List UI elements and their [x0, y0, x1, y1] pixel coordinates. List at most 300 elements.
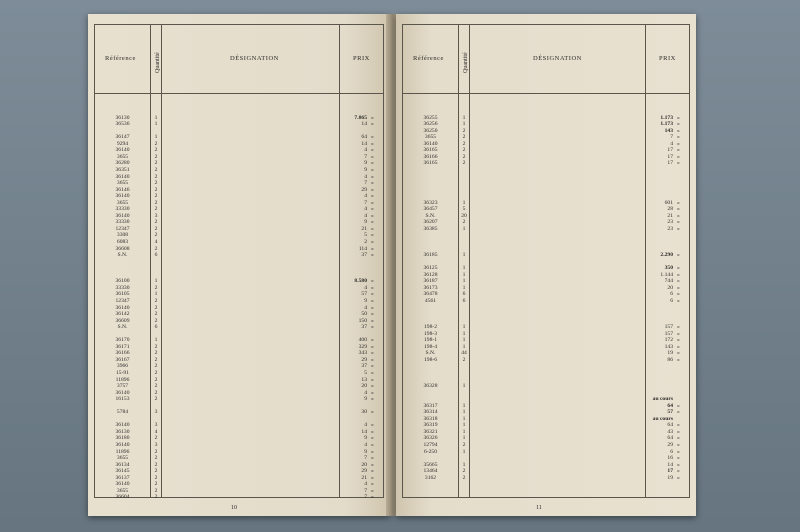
- part-price-unit: »: [371, 297, 374, 304]
- part-quantity: 2: [462, 356, 466, 363]
- part-quantity: 1: [462, 415, 466, 422]
- part-quantity: 2: [154, 173, 158, 180]
- part-price: 23: [667, 225, 673, 232]
- part-price-unit: »: [677, 127, 680, 134]
- part-quantity: 2: [154, 356, 158, 363]
- right-page: [396, 14, 696, 516]
- part-price-unit: »: [371, 219, 374, 226]
- part-quantity: 2: [462, 140, 466, 147]
- part-price-unit: »: [677, 297, 680, 304]
- part-quantity: 3: [154, 409, 158, 416]
- part-price-unit: »: [677, 291, 680, 298]
- part-price-unit: »: [371, 487, 374, 494]
- part-price-unit: »: [677, 343, 680, 350]
- part-reference: 36314: [423, 409, 438, 416]
- part-price: 17: [667, 147, 673, 154]
- part-reference: 36105: [115, 291, 130, 298]
- part-price: 37: [361, 252, 367, 259]
- part-price-unit: »: [371, 448, 374, 455]
- part-reference: 198-6: [423, 356, 438, 363]
- part-quantity: 2: [154, 455, 158, 462]
- part-quantity: 2: [154, 199, 158, 206]
- part-reference: 36134: [115, 461, 130, 468]
- part-quantity: 1: [462, 448, 466, 455]
- part-price: 29: [361, 356, 367, 363]
- part-reference: 35665: [423, 461, 438, 468]
- part-price: 9: [364, 448, 367, 455]
- part-price: 343: [358, 350, 367, 357]
- part-price: 4: [670, 140, 673, 147]
- part-reference: 36328: [423, 383, 438, 390]
- part-reference: 36140: [115, 173, 130, 180]
- part-quantity: 2: [154, 180, 158, 187]
- part-price: 21: [361, 474, 367, 481]
- part-price-unit: »: [371, 206, 374, 213]
- part-price-unit: »: [371, 461, 374, 468]
- part-reference: S.N.: [425, 350, 436, 357]
- part-quantity: 6: [154, 324, 158, 331]
- part-quantity: 2: [154, 219, 158, 226]
- part-price: 4: [364, 441, 367, 448]
- part-price: 7: [364, 153, 367, 160]
- part-quantity: 1: [462, 330, 466, 337]
- part-reference: 33330: [115, 284, 130, 291]
- part-reference: 12347: [115, 297, 130, 304]
- part-price-unit: »: [371, 369, 374, 376]
- part-price-unit: »: [677, 225, 680, 232]
- part-quantity: 1: [154, 337, 158, 344]
- part-reference: 11896: [115, 376, 130, 383]
- part-reference: 36351: [115, 167, 130, 174]
- part-price-unit: »: [677, 147, 680, 154]
- part-quantity: 2: [154, 389, 158, 396]
- part-reference: 12347: [115, 225, 130, 232]
- part-price-unit: »: [677, 278, 680, 285]
- part-quantity: 2: [154, 376, 158, 383]
- part-price-unit: »: [677, 402, 680, 409]
- part-price: 4: [364, 147, 367, 154]
- part-price-unit: »: [677, 140, 680, 147]
- part-price-unit: »: [371, 245, 374, 252]
- part-quantity: 44: [461, 350, 467, 357]
- part-quantity: 1: [154, 134, 158, 141]
- part-price: 4: [364, 304, 367, 311]
- part-quantity: 2: [154, 448, 158, 455]
- part-price: 329: [358, 343, 367, 350]
- part-quantity: 2: [154, 461, 158, 468]
- part-price: 6: [670, 448, 673, 455]
- part-price: 9: [364, 160, 367, 167]
- part-price: 29: [667, 441, 673, 448]
- part-price: 4: [364, 206, 367, 213]
- part-quantity: 1: [462, 114, 466, 121]
- part-price-unit: »: [371, 180, 374, 187]
- part-price-unit: »: [677, 435, 680, 442]
- part-reference: 198-1: [423, 337, 438, 344]
- part-reference: 36207: [423, 219, 438, 226]
- part-price: 64: [361, 134, 367, 141]
- part-price-unit: »: [371, 468, 374, 475]
- part-price-unit: »: [677, 121, 680, 128]
- part-reference: 36185: [423, 252, 438, 259]
- part-quantity: 2: [154, 245, 158, 252]
- part-quantity: 4: [154, 239, 158, 246]
- part-price-unit: »: [371, 160, 374, 167]
- part-reference: 36536: [115, 121, 130, 128]
- part-reference: 36128: [423, 271, 438, 278]
- part-price: 9: [364, 167, 367, 174]
- part-quantity: 2: [462, 127, 466, 134]
- part-price: 13: [361, 376, 367, 383]
- part-price-unit: »: [371, 147, 374, 154]
- part-quantity: 3: [154, 422, 158, 429]
- part-quantity: 5: [462, 206, 466, 213]
- part-price-unit: »: [371, 153, 374, 160]
- part-price-unit: »: [371, 114, 374, 121]
- part-price: 143: [664, 127, 673, 134]
- part-price: 350: [664, 265, 673, 272]
- part-reference: 36317: [423, 402, 438, 409]
- part-reference: 36140: [115, 212, 130, 219]
- part-quantity: 2: [154, 350, 158, 357]
- part-price-unit: »: [371, 350, 374, 357]
- part-quantity: 2: [154, 232, 158, 239]
- header-reference: Référence: [413, 55, 444, 62]
- part-quantity: 2: [154, 167, 158, 174]
- part-price-unit: »: [371, 278, 374, 285]
- header-prix: PRIX: [353, 55, 370, 62]
- part-price: 20: [361, 383, 367, 390]
- part-quantity: 2: [462, 153, 466, 160]
- part-price-unit: »: [677, 160, 680, 167]
- part-reference: 13464: [423, 468, 438, 475]
- right-page-number: 11: [536, 505, 542, 511]
- part-reference: S.N.: [425, 212, 436, 219]
- part-price: 7.865: [354, 114, 367, 121]
- part-price-unit: »: [371, 121, 374, 128]
- part-price-unit: »: [371, 140, 374, 147]
- part-price-unit: »: [677, 337, 680, 344]
- part-reference: 36171: [115, 343, 130, 350]
- part-price-unit: »: [677, 212, 680, 219]
- part-price: 1.173: [660, 114, 673, 121]
- part-quantity: 2: [154, 193, 158, 200]
- part-reference: 15-91: [115, 369, 130, 376]
- part-quantity: 20: [461, 212, 467, 219]
- part-price-unit: »: [371, 494, 374, 501]
- part-reference: 36170: [115, 337, 130, 344]
- part-price: 150: [358, 317, 367, 324]
- part-reference: 12794: [423, 441, 438, 448]
- part-reference: 36457: [423, 206, 438, 213]
- part-price-unit: »: [371, 317, 374, 324]
- part-price: 5: [364, 232, 367, 239]
- part-reference: 3655: [424, 134, 437, 141]
- part-quantity: 2: [154, 369, 158, 376]
- part-reference: 36256: [423, 121, 438, 128]
- part-price: 4: [364, 389, 367, 396]
- part-reference: 3966: [116, 363, 129, 370]
- header-quantite: Quantité: [155, 52, 161, 73]
- part-reference: 3655: [116, 153, 129, 160]
- part-price-unit: »: [677, 199, 680, 206]
- part-price: au cours: [652, 396, 673, 403]
- part-quantity: 2: [154, 297, 158, 304]
- part-reference: 36187: [423, 278, 438, 285]
- right-rows: [403, 95, 689, 497]
- part-price: 143: [664, 343, 673, 350]
- part-quantity: 4: [154, 428, 158, 435]
- part-quantity: 1: [154, 291, 158, 298]
- part-quantity: 1: [154, 121, 158, 128]
- part-price-unit: »: [677, 448, 680, 455]
- part-price: 29: [361, 468, 367, 475]
- part-price-unit: »: [371, 239, 374, 246]
- part-price-unit: »: [371, 474, 374, 481]
- part-price-unit: »: [371, 232, 374, 239]
- part-reference: 36165: [423, 147, 438, 154]
- part-price: 14: [361, 121, 367, 128]
- part-quantity: 6: [154, 252, 158, 259]
- part-price-unit: »: [371, 428, 374, 435]
- part-price: 4: [364, 422, 367, 429]
- part-quantity: 3: [154, 441, 158, 448]
- part-reference: 36167: [115, 356, 130, 363]
- part-price: 57: [667, 409, 673, 416]
- part-reference: 3655: [116, 455, 129, 462]
- part-quantity: 2: [154, 186, 158, 193]
- part-quantity: 2: [154, 481, 158, 488]
- part-price: 4: [364, 212, 367, 219]
- part-price-unit: »: [371, 422, 374, 429]
- part-price: 37: [361, 363, 367, 370]
- right-parts-table: [402, 24, 690, 498]
- part-price: 7: [364, 180, 367, 187]
- part-price-unit: »: [677, 265, 680, 272]
- part-price-unit: »: [371, 291, 374, 298]
- part-quantity: 1: [462, 284, 466, 291]
- part-reference: 3757: [116, 383, 129, 390]
- part-quantity: 2: [154, 487, 158, 494]
- part-quantity: 1: [462, 199, 466, 206]
- part-price: 157: [664, 330, 673, 337]
- part-price-unit: »: [677, 271, 680, 278]
- part-quantity: 2: [154, 284, 158, 291]
- part-quantity: 2: [154, 140, 158, 147]
- part-reference: 36140: [115, 422, 130, 429]
- part-price: 7: [364, 487, 367, 494]
- part-reference: 198-3: [423, 330, 438, 337]
- part-reference: 36323: [423, 199, 438, 206]
- part-quantity: 2: [154, 153, 158, 160]
- part-price-unit: »: [371, 304, 374, 311]
- part-quantity: 2: [154, 396, 158, 403]
- part-price-unit: »: [677, 409, 680, 416]
- part-price: 64: [667, 422, 673, 429]
- part-price: 14: [361, 140, 367, 147]
- part-price-unit: »: [371, 134, 374, 141]
- part-price: 7: [364, 494, 367, 501]
- part-quantity: 1: [462, 121, 466, 128]
- part-price: 4: [364, 284, 367, 291]
- header-designation: DÉSIGNATION: [533, 55, 582, 62]
- part-price: 64: [667, 435, 673, 442]
- part-price: 8.580: [354, 278, 367, 285]
- part-price-unit: »: [371, 481, 374, 488]
- part-quantity: 1: [462, 402, 466, 409]
- part-quantity: 2: [154, 304, 158, 311]
- part-price-unit: »: [371, 212, 374, 219]
- part-price-unit: »: [677, 252, 680, 259]
- part-price: 28: [667, 206, 673, 213]
- part-price: 19: [667, 474, 673, 481]
- part-quantity: 2: [154, 160, 158, 167]
- part-quantity: 2: [154, 383, 158, 390]
- part-quantity: 1: [462, 409, 466, 416]
- part-price-unit: »: [371, 284, 374, 291]
- part-price-unit: »: [371, 356, 374, 363]
- part-reference: 36478: [423, 291, 438, 298]
- part-quantity: 2: [154, 343, 158, 350]
- part-reference: 6-250: [423, 448, 438, 455]
- part-quantity: 1: [462, 271, 466, 278]
- part-price: 17: [667, 160, 673, 167]
- header-prix: PRIX: [659, 55, 676, 62]
- part-reference: 36140: [115, 481, 130, 488]
- part-quantity: 1: [462, 461, 466, 468]
- part-price-unit: »: [371, 199, 374, 206]
- part-price-unit: »: [371, 396, 374, 403]
- part-price: 64: [667, 402, 673, 409]
- part-price-unit: »: [371, 167, 374, 174]
- part-price: 20: [361, 461, 367, 468]
- left-page-number: 10: [231, 505, 237, 511]
- part-price: au cours: [652, 415, 673, 422]
- part-price: 2: [364, 239, 367, 246]
- part-price-unit: »: [371, 343, 374, 350]
- part-price: 21: [361, 225, 367, 232]
- part-price-unit: »: [677, 422, 680, 429]
- part-quantity: 3: [154, 212, 158, 219]
- part-quantity: 2: [154, 363, 158, 370]
- part-price-unit: »: [371, 324, 374, 331]
- part-price: 86: [667, 356, 673, 363]
- part-price: 172: [664, 337, 673, 344]
- part-reference: 16153: [115, 396, 130, 403]
- part-price-unit: »: [677, 356, 680, 363]
- part-price: 19: [667, 350, 673, 357]
- left-parts-table: [94, 24, 384, 501]
- part-reference: 33330: [115, 206, 130, 213]
- part-price: 20: [667, 284, 673, 291]
- part-quantity: 2: [154, 468, 158, 475]
- part-quantity: 1: [462, 343, 466, 350]
- left-page: [88, 14, 390, 516]
- part-quantity: 2: [462, 219, 466, 226]
- part-reference: 36140: [423, 140, 438, 147]
- header-designation: DÉSIGNATION: [230, 55, 279, 62]
- part-price: 14: [361, 428, 367, 435]
- part-reference: 3655: [116, 487, 129, 494]
- part-quantity: 2: [154, 311, 158, 318]
- part-price-unit: »: [371, 389, 374, 396]
- part-price-unit: »: [371, 225, 374, 232]
- part-reference: 36166: [115, 350, 130, 357]
- part-price: 57: [361, 291, 367, 298]
- right-table-header: [403, 25, 689, 94]
- part-quantity: 1: [462, 278, 466, 285]
- part-reference: 36318: [423, 415, 438, 422]
- part-price: 4: [364, 481, 367, 488]
- part-price-unit: »: [677, 468, 680, 475]
- part-price-unit: »: [677, 284, 680, 291]
- part-quantity: 2: [154, 494, 158, 501]
- part-price: 1.144: [660, 271, 673, 278]
- part-reference: 36180: [115, 435, 130, 442]
- part-price: 4: [364, 173, 367, 180]
- part-quantity: 1: [462, 428, 466, 435]
- part-price-unit: »: [677, 219, 680, 226]
- part-reference: 36145: [115, 468, 130, 475]
- part-reference: 36137: [115, 474, 130, 481]
- part-quantity: 1: [154, 114, 158, 121]
- part-price-unit: »: [371, 337, 374, 344]
- part-reference: 9294: [116, 140, 129, 147]
- part-price: 114: [358, 245, 367, 252]
- part-row: [95, 494, 383, 501]
- part-price: 9: [364, 435, 367, 442]
- part-reference: 3308: [116, 232, 129, 239]
- part-price-unit: »: [371, 376, 374, 383]
- part-quantity: 1: [462, 265, 466, 272]
- part-reference: 36319: [423, 422, 438, 429]
- part-quantity: 2: [462, 147, 466, 154]
- part-price-unit: »: [677, 461, 680, 468]
- part-reference: 6083: [116, 239, 129, 246]
- part-price-unit: »: [371, 435, 374, 442]
- part-reference: 36147: [115, 134, 130, 141]
- part-quantity: 1: [462, 225, 466, 232]
- part-price-unit: »: [677, 114, 680, 121]
- part-reference: 36165: [423, 160, 438, 167]
- part-quantity: 2: [462, 468, 466, 475]
- part-price-unit: »: [371, 409, 374, 416]
- part-reference: 36140: [115, 441, 130, 448]
- part-price: 7: [364, 199, 367, 206]
- part-price: 17: [667, 153, 673, 160]
- part-reference: 36130: [115, 428, 130, 435]
- part-reference: 36604: [115, 494, 130, 501]
- part-quantity: 2: [462, 474, 466, 481]
- part-reference: 36385: [423, 225, 438, 232]
- part-reference: 36140: [115, 193, 130, 200]
- part-price: 157: [664, 324, 673, 331]
- part-price-unit: »: [677, 428, 680, 435]
- part-row: [403, 475, 689, 482]
- part-price-unit: »: [677, 455, 680, 462]
- part-price: 9: [364, 219, 367, 226]
- part-quantity: 2: [154, 206, 158, 213]
- part-price: 30: [361, 409, 367, 416]
- part-price-unit: »: [371, 455, 374, 462]
- part-price-unit: »: [371, 193, 374, 200]
- part-reference: 36250: [423, 127, 438, 134]
- part-reference: 36280: [115, 160, 130, 167]
- header-quantite: Quantité: [463, 52, 469, 73]
- left-rows: [95, 95, 383, 501]
- part-price-unit: »: [371, 441, 374, 448]
- part-quantity: 1: [462, 383, 466, 390]
